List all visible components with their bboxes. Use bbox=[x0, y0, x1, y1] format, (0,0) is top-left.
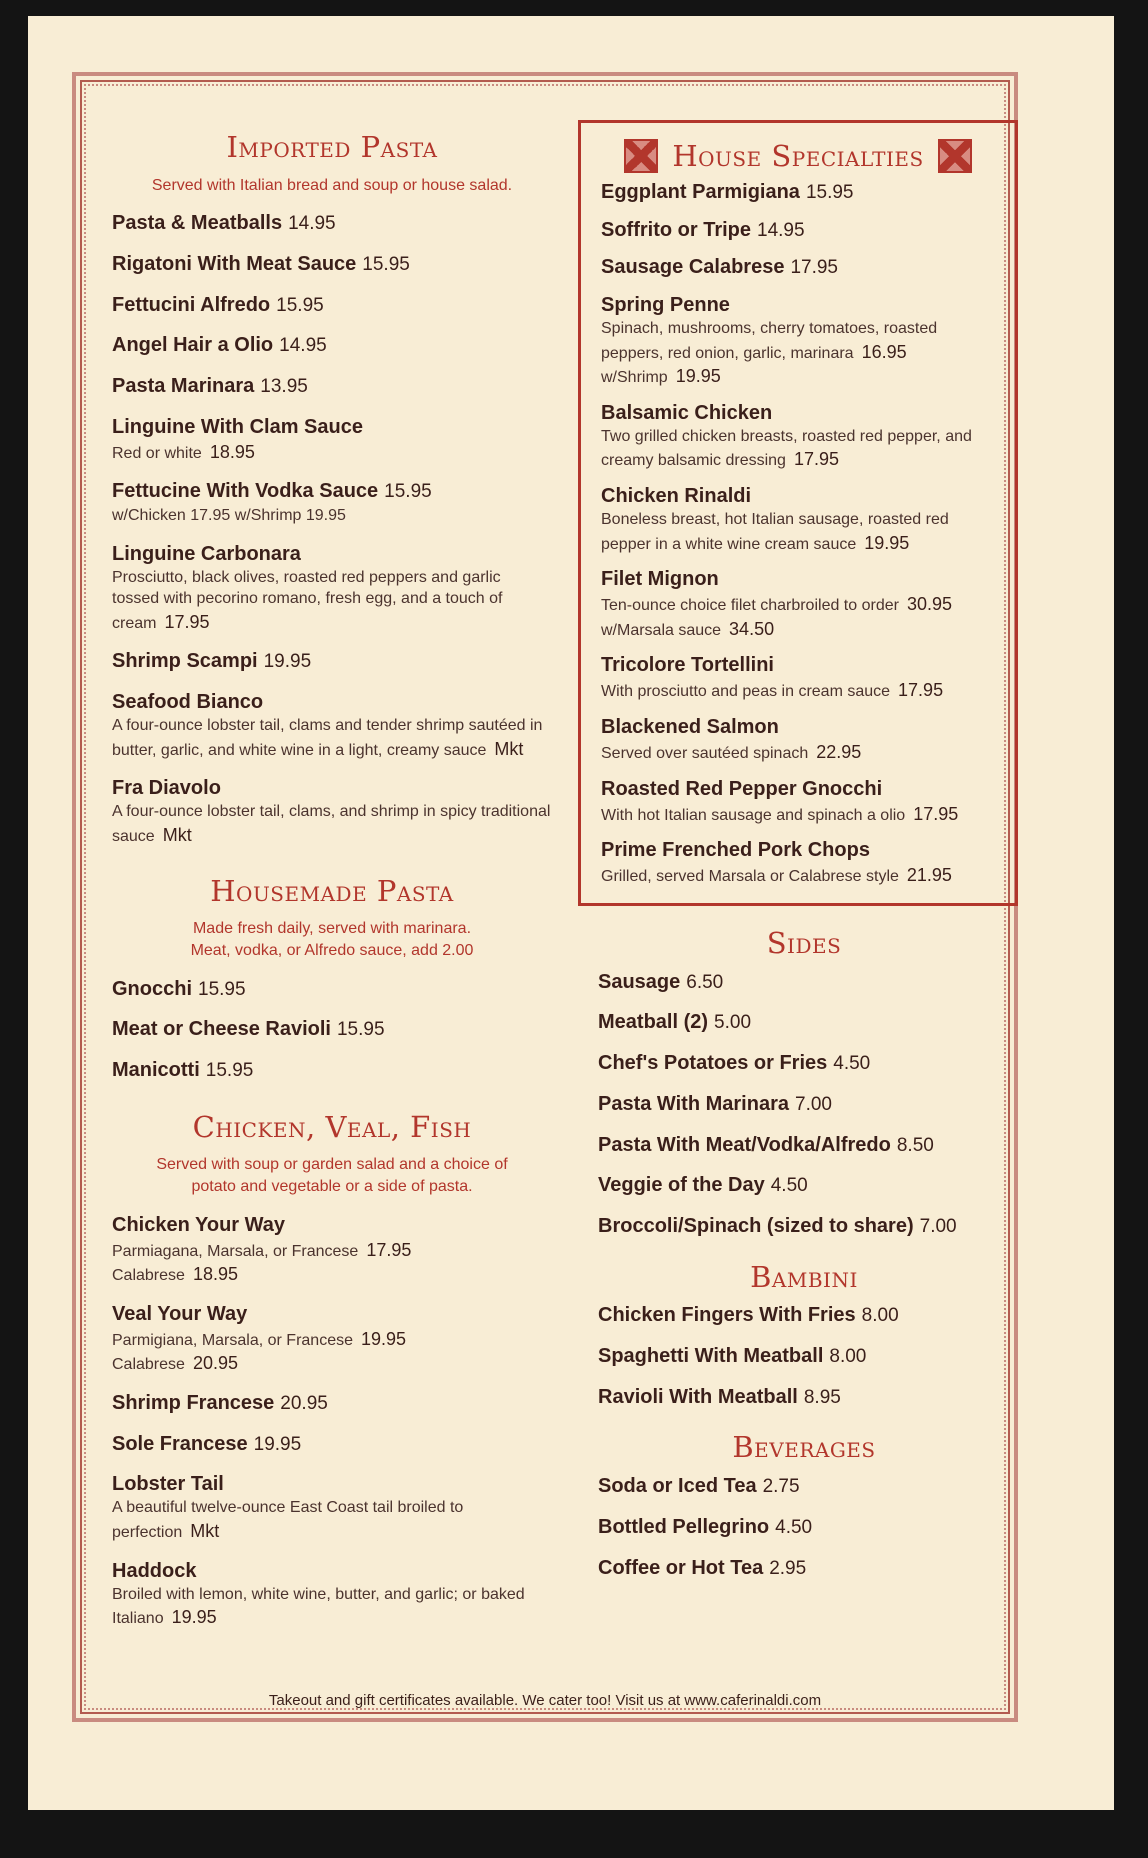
menu-item bbox=[112, 332, 552, 359]
item-name: Broccoli/Spinach (sized to share) bbox=[598, 1214, 914, 1237]
item-name: Veggie of the Day bbox=[598, 1174, 765, 1197]
menu-item bbox=[601, 652, 1001, 703]
item-name: Meatball (2) bbox=[598, 1011, 709, 1034]
item-name: Veal Your Way bbox=[112, 1302, 248, 1325]
menu-item bbox=[112, 373, 552, 400]
menu-item bbox=[112, 689, 552, 761]
menu-item bbox=[601, 400, 1001, 472]
note-line: Made fresh daily, served with marinara. bbox=[192, 920, 472, 938]
item-price: 17.95 bbox=[898, 680, 944, 701]
menu-item bbox=[598, 1514, 1010, 1541]
section-note bbox=[112, 918, 552, 961]
item-price: 14.95 bbox=[279, 335, 327, 357]
item-name: Chicken Your Way bbox=[112, 1213, 286, 1236]
menu-item bbox=[598, 1213, 1010, 1240]
item-name: Fettucini Alfredo bbox=[112, 293, 271, 316]
menu-item bbox=[598, 1132, 1010, 1159]
item-name: Linguine With Clam Sauce bbox=[112, 415, 363, 438]
item-price: 7.00 bbox=[919, 1215, 957, 1237]
item-price: 15.95 bbox=[336, 1019, 385, 1041]
description-text: Parmigiana, Marsala, or Francese bbox=[112, 1331, 353, 1349]
menu-item bbox=[112, 976, 552, 1003]
item-description bbox=[112, 1238, 552, 1287]
item-description bbox=[112, 1327, 552, 1376]
item-name: Pasta With Meat/Vodka/Alfredo bbox=[598, 1133, 891, 1156]
menu-item bbox=[598, 1302, 1010, 1329]
item-description bbox=[112, 801, 552, 847]
tile-ornament-icon bbox=[938, 139, 972, 173]
menu-item bbox=[598, 1009, 1010, 1036]
item-name: Chef's Potatoes or Fries bbox=[598, 1052, 828, 1075]
menu-item bbox=[112, 1431, 552, 1458]
item-name: Seafood Bianco bbox=[112, 691, 264, 714]
item-price: 2.95 bbox=[769, 1557, 807, 1579]
description-text: Broiled with lemon, white wine, butter, and garlic; or baked Italiano bbox=[112, 1585, 525, 1628]
description-text: A four-ounce lobster tail, clams, and shrimp in spicy traditional sauce bbox=[112, 803, 551, 845]
description-text: Prosciutto, black olives, roasted red peppers and garlic tossed with pecorino romano, fresh egg, and a touch of cream bbox=[112, 568, 503, 632]
item-price: 15.95 bbox=[384, 481, 432, 503]
item-price: 8.95 bbox=[803, 1386, 841, 1408]
item-description bbox=[601, 318, 1001, 389]
description-text: With prosciutto and peas in cream sauce bbox=[601, 683, 891, 701]
item-name: Pasta Marinara bbox=[112, 375, 255, 398]
item-name: Tricolore Tortellini bbox=[601, 654, 774, 677]
item-name: Spring Penne bbox=[601, 294, 730, 317]
description-text: Served over sautéed spinach bbox=[601, 745, 809, 762]
item-name: Eggplant Parmigiana bbox=[601, 181, 800, 203]
item-name: Sole Francese bbox=[112, 1432, 248, 1455]
description-text: A beautiful twelve-ounce East Coast tail broiled to perfection bbox=[112, 1499, 464, 1541]
item-price: 7.00 bbox=[795, 1093, 832, 1115]
item-price: 4.50 bbox=[833, 1053, 871, 1075]
note-line: Served with soup or garden salad and a choice of bbox=[156, 1156, 508, 1174]
item-price: 8.00 bbox=[861, 1305, 899, 1327]
item-price: 8.00 bbox=[829, 1346, 867, 1368]
right-column-lower bbox=[598, 926, 1010, 1595]
menu-item bbox=[601, 254, 1001, 281]
item-price: 14.95 bbox=[757, 219, 805, 241]
item-name: Blackened Salmon bbox=[601, 716, 779, 738]
item-name: Fettucine With Vodka Sauce bbox=[112, 480, 379, 503]
menu-item bbox=[112, 1390, 552, 1417]
item-description bbox=[601, 592, 1001, 641]
item-name: Pasta & Meatballs bbox=[112, 212, 283, 235]
item-price: 22.95 bbox=[816, 742, 862, 762]
menu-item bbox=[601, 483, 1001, 555]
menu-item bbox=[601, 714, 1001, 765]
item-price: 19.95 bbox=[171, 1607, 217, 1628]
item-description bbox=[601, 740, 1001, 765]
item-name: Sausage Calabrese bbox=[601, 256, 785, 279]
item-price: 17.95 bbox=[790, 257, 838, 279]
house-specialties-box bbox=[578, 120, 1018, 906]
section-sides bbox=[598, 926, 1010, 1240]
item-price: 15.95 bbox=[805, 182, 854, 203]
item-name: Coffee or Hot Tea bbox=[598, 1556, 764, 1579]
menu-item bbox=[601, 566, 1001, 641]
description-text: With hot Italian sausage and spinach a olio bbox=[601, 806, 906, 824]
section-title: Bambini bbox=[750, 1259, 858, 1294]
item-name: Gnocchi bbox=[112, 977, 193, 1000]
menu-item bbox=[112, 1301, 552, 1376]
menu-item bbox=[598, 969, 1010, 996]
item-name: Soffrito or Tripe bbox=[601, 218, 751, 241]
description-text: w/Marsala sauce bbox=[601, 621, 722, 639]
item-name: Fra Diavolo bbox=[112, 777, 221, 800]
item-description bbox=[601, 678, 1001, 703]
description-text: Ten-ounce choice filet charbroiled to order bbox=[601, 597, 899, 615]
item-name: Prime Frenched Pork Chops bbox=[601, 839, 870, 862]
section-title: Housemade Pasta bbox=[210, 873, 454, 908]
description-text: Boneless breast, hot Italian sausage, roasted red pepper in a white wine cream sauce bbox=[601, 511, 949, 553]
item-name: Filet Mignon bbox=[601, 568, 719, 591]
item-name: Balsamic Chicken bbox=[601, 401, 773, 424]
item-name: Bottled Pellegrino bbox=[598, 1515, 770, 1538]
item-price: Mkt bbox=[162, 824, 192, 845]
description-text: Spinach, mushrooms, cherry tomatoes, roasted peppers, red onion, garlic, marinara bbox=[601, 320, 938, 362]
item-name: Shrimp Francese bbox=[112, 1391, 275, 1414]
menu-item bbox=[112, 1057, 552, 1084]
item-name: Sausage bbox=[598, 970, 681, 993]
item-description: w/Chicken 17.95 w/Shrimp 19.95 bbox=[112, 507, 346, 525]
item-name: Soda or Iced Tea bbox=[598, 1475, 757, 1498]
item-price: 19.95 bbox=[675, 366, 721, 387]
item-name: Roasted Red Pepper Gnocchi bbox=[601, 777, 883, 800]
item-price: 17.95 bbox=[913, 803, 959, 824]
menu-item bbox=[601, 776, 1001, 827]
tile-ornament-icon bbox=[624, 139, 658, 173]
section-title: Beverages bbox=[732, 1430, 876, 1465]
menu-item bbox=[112, 1471, 552, 1543]
menu-item bbox=[601, 292, 1001, 389]
menu-item bbox=[112, 414, 552, 465]
item-description bbox=[112, 1584, 552, 1630]
item-price: 18.95 bbox=[192, 1264, 238, 1285]
description-text: Parmiagana, Marsala, or Francese bbox=[112, 1242, 359, 1260]
item-price: 2.75 bbox=[762, 1476, 800, 1498]
menu-item bbox=[112, 775, 552, 847]
item-price: 19.95 bbox=[263, 651, 312, 673]
section-chicken-veal-fish bbox=[112, 1110, 552, 1630]
section-title: Chicken, Veal, Fish bbox=[192, 1109, 472, 1144]
item-price: 20.95 bbox=[280, 1392, 328, 1414]
item-price: 8.50 bbox=[896, 1134, 934, 1156]
item-price: Mkt bbox=[190, 1520, 220, 1541]
section-note: Served with Italian bread and soup or house salad. bbox=[151, 176, 513, 194]
description-text: Grilled, served Marsala or Calabrese style bbox=[601, 868, 899, 886]
house-specialties-list bbox=[601, 179, 1001, 899]
item-price: 17.95 bbox=[793, 449, 839, 470]
item-name: Ravioli With Meatball bbox=[598, 1385, 798, 1408]
item-price: 5.00 bbox=[714, 1012, 752, 1034]
item-name: Pasta With Marinara bbox=[598, 1092, 789, 1115]
section-title: Sides bbox=[766, 926, 842, 960]
item-name: Angel Hair a Olio bbox=[112, 334, 274, 357]
item-name: Rigatoni With Meat Sauce bbox=[112, 253, 357, 276]
menu-item bbox=[601, 179, 1001, 206]
item-name: Linguine Carbonara bbox=[112, 542, 301, 565]
bottom-bar bbox=[0, 1810, 1148, 1858]
item-name: Lobster Tail bbox=[112, 1473, 224, 1496]
menu-item bbox=[112, 251, 552, 278]
item-price: 17.95 bbox=[366, 1239, 412, 1260]
item-price: 13.95 bbox=[260, 376, 308, 398]
item-price: 19.95 bbox=[253, 1433, 302, 1455]
item-price: 19.95 bbox=[864, 532, 910, 553]
item-price: 15.95 bbox=[276, 294, 324, 316]
item-name: Haddock bbox=[112, 1559, 197, 1582]
item-price: 15.95 bbox=[198, 978, 246, 1000]
menu-item bbox=[598, 1172, 1010, 1199]
menu-item bbox=[112, 1212, 552, 1287]
item-description bbox=[112, 440, 552, 465]
description-text: Calabrese bbox=[112, 1356, 185, 1374]
item-name: Spaghetti With Meatball bbox=[598, 1345, 824, 1368]
item-description bbox=[112, 715, 552, 761]
item-price: 16.95 bbox=[861, 341, 907, 362]
menu-item bbox=[598, 1050, 1010, 1077]
description-text: Red or white bbox=[112, 444, 202, 462]
section-imported-pasta bbox=[112, 130, 552, 848]
item-price: 17.95 bbox=[164, 611, 210, 632]
menu-item bbox=[112, 292, 552, 319]
menu-item bbox=[598, 1473, 1010, 1500]
item-price: Mkt bbox=[494, 738, 524, 759]
menu-item bbox=[112, 210, 552, 237]
menu-item bbox=[112, 648, 552, 675]
menu-item bbox=[598, 1555, 1010, 1582]
item-price: 18.95 bbox=[209, 441, 255, 462]
footer-note: Takeout and gift certificates available. We cater too! Visit us at www.caferinaldi.com bbox=[268, 1692, 822, 1709]
menu-item bbox=[598, 1384, 1010, 1411]
item-description bbox=[601, 426, 1001, 472]
item-price: 6.50 bbox=[686, 971, 724, 993]
description-text: w/Shrimp bbox=[601, 369, 668, 387]
item-price: 4.50 bbox=[770, 1175, 808, 1197]
item-description bbox=[112, 567, 552, 635]
note-line: potato and vegetable or a side of pasta. bbox=[191, 1177, 473, 1195]
menu-item bbox=[598, 1091, 1010, 1118]
section-title: Imported Pasta bbox=[226, 130, 438, 164]
item-description bbox=[601, 802, 1001, 827]
section-note bbox=[112, 1154, 552, 1197]
menu-item bbox=[601, 217, 1001, 244]
item-price: 15.95 bbox=[362, 254, 410, 276]
item-price: 20.95 bbox=[192, 1353, 238, 1374]
description-text: Calabrese bbox=[112, 1267, 185, 1285]
menu-item bbox=[598, 1343, 1010, 1370]
item-name: Chicken Fingers With Fries bbox=[598, 1304, 856, 1327]
menu-item bbox=[112, 541, 552, 635]
section-bambini bbox=[598, 1260, 1010, 1411]
item-name: Chicken Rinaldi bbox=[601, 485, 752, 508]
menu-item bbox=[112, 1558, 552, 1630]
item-name: Shrimp Scampi bbox=[112, 650, 258, 673]
item-price: 34.50 bbox=[729, 618, 775, 639]
item-price: 19.95 bbox=[360, 1328, 407, 1349]
item-description bbox=[601, 509, 1001, 555]
menu-item bbox=[112, 1016, 552, 1043]
section-housemade-pasta bbox=[112, 874, 552, 1084]
section-title: House Specialties bbox=[672, 139, 924, 173]
item-name: Manicotti bbox=[112, 1058, 200, 1081]
note-line: Meat, vodka, or Alfredo sauce, add 2.00 bbox=[190, 941, 474, 959]
left-column bbox=[112, 130, 552, 1644]
item-price: 4.50 bbox=[775, 1516, 813, 1538]
item-price: 30.95 bbox=[906, 594, 952, 615]
item-description bbox=[112, 1497, 552, 1543]
item-price: 21.95 bbox=[906, 865, 952, 886]
description-text: A four-ounce lobster tail, clams and tender shrimp sautéed in butter, garlic, and white wine in a light, creamy sauce bbox=[112, 717, 543, 759]
menu-item bbox=[601, 837, 1001, 888]
section-beverages bbox=[598, 1430, 1010, 1581]
item-name: Meat or Cheese Ravioli bbox=[112, 1018, 331, 1041]
item-price: 14.95 bbox=[288, 213, 336, 235]
item-price: 15.95 bbox=[205, 1059, 254, 1081]
menu-item bbox=[112, 478, 552, 526]
item-description bbox=[601, 863, 1001, 888]
description-text: Two grilled chicken breasts, roasted red pepper, and creamy balsamic dressing bbox=[601, 427, 972, 470]
